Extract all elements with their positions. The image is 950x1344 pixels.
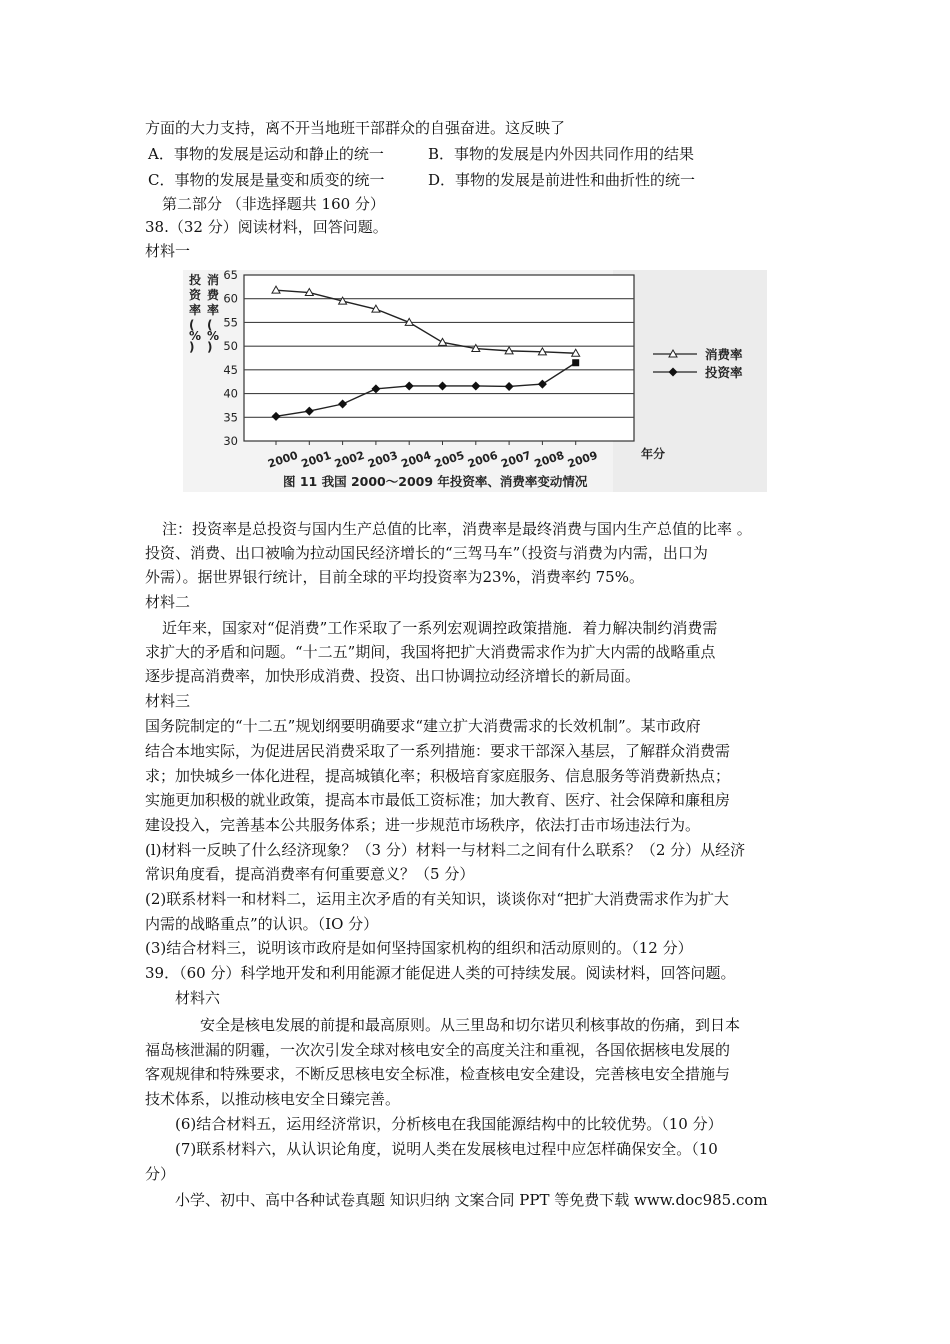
x-tick-label: 2004: [399, 448, 433, 471]
material-2-line-1: 近年来，国家对“促消费”工作采取了一系列宏观调控政策措施．着力解决制约消费需: [162, 619, 718, 637]
material-6-line-2: 福岛核泄漏的阴霾，一次次引发全球对核电安全的高度关注和重视，各国依据核电发展的: [145, 1041, 731, 1059]
left-axis-label: [189, 272, 202, 354]
y-tick-label: 60: [223, 291, 238, 306]
y-tick-label: 50: [223, 339, 238, 354]
y-tick-label: 55: [223, 315, 238, 330]
option-c: C．事物的发展是量变和质变的统一: [148, 171, 385, 189]
material-3-line-1: 国务院制定的“十二五”规划纲要明确要求“建立扩大消费需求的长效机制”。某市政府: [145, 717, 701, 735]
question-39: 39．（60 分）科学地开发和利用能源才能促进人类的可持续发展。阅读材料，回答问题。: [145, 964, 736, 982]
blank-cover: [388, 280, 626, 320]
sub-question-1-cont: 常识角度看，提高消费率有何重要意义？（5 分）: [145, 865, 475, 883]
footer: 小学、初中、高中各种试卷真题 知识归纳 文案合同 PPT 等免费下载 www.doc985.com: [175, 1191, 768, 1209]
x-tick-label: 2002: [332, 448, 367, 471]
sub-question-3: (3)结合材料三，说明该市政府是如何坚持国家机构的组织和活动原则的。（12 分）: [145, 939, 693, 957]
material-3-line-3: 求；加快城乡一体化进程，提高城镇化率；积极培育家庭服务、信息服务等消费新热点；: [145, 767, 731, 785]
x-tick-label: 2008: [532, 448, 566, 471]
line-chart: [183, 270, 767, 492]
material-6-line-3: 客观规律和特殊要求，不断反思核电安全标准，检查核电安全建设，完善核电安全措施与: [145, 1065, 731, 1083]
x-tick-label: 2006: [466, 448, 500, 471]
y-tick-label: 65: [223, 270, 238, 282]
material-1-label: 材料一: [145, 242, 191, 260]
option-a: A．事物的发展是运动和静止的统一: [148, 145, 384, 163]
x-tick-label: 2009: [566, 448, 600, 471]
question-stem-tail: 方面的大力支持，离不开当地班干部群众的自强奋进。这反映了: [145, 119, 566, 137]
option-b: B．事物的发展是内外因共同作用的结果: [428, 145, 695, 163]
legend-label: 消费率: [705, 347, 743, 362]
material-2-line-3: 逐步提高消费率，加快形成消费、投资、出口协调拉动经济增长的新局面。: [145, 667, 641, 685]
chart-right-margin: [613, 270, 767, 492]
material-2-label: 材料二: [145, 593, 191, 611]
note-line-1: 注：投资率是总投资与国内生产总值的比率，消费率是最终消费与国内生产总值的比率 。: [162, 520, 752, 538]
note-line-2: 投资、消费、出口被喻为拉动国民经济增长的“三驾马车”（投资与消费为内需，出口为: [145, 544, 708, 562]
material-3-line-5: 建设投入，完善基本公共服务体系；进一步规范市场秩序，依法打击市场违法行为。: [145, 816, 701, 834]
sub-question-6: (6)结合材料五，运用经济常识，分析核电在我国能源结构中的比较优势。（10 分）: [175, 1115, 723, 1133]
y-tick-label: 45: [223, 362, 238, 377]
material-3-line-4: 实施更加积极的就业政策，提高本市最低工资标准；加大教育、医疗、社会保障和廉租房: [145, 791, 731, 809]
x-tick-label: 2005: [432, 448, 466, 471]
legend-label: 投资率: [705, 365, 743, 380]
material-2-line-2: 求扩大的矛盾和问题。“十二五”期间，我国将把扩大消费需求作为扩大内需的战略重点: [145, 643, 716, 661]
material-6-line-1: 安全是核电发展的前提和最高原则。从三里岛和切尔诺贝利核事故的伤痛，到日本: [200, 1016, 741, 1034]
x-tick-label: 2003: [366, 448, 400, 471]
right-axis-label: [207, 272, 220, 354]
sub-question-2: (2)联系材料一和材料二，运用主次矛盾的有关知识，谈谈你对“把扩大消费需求作为扩大: [145, 890, 729, 908]
sub-question-7-cont: 分）: [145, 1165, 176, 1183]
x-axis-label: 年分: [641, 447, 666, 461]
material-3-label: 材料三: [145, 692, 191, 710]
section-heading: 第二部分 （非选择题共 160 分）: [162, 195, 385, 213]
y-tick-label: 30: [223, 434, 238, 448]
material-3-line-2: 结合本地实际，为促进居民消费采取了一系列措施：要求干部深入基层，了解群众消费需: [145, 742, 731, 760]
material-6-label: 材料六: [175, 989, 221, 1007]
svg-text:投资率(%): 投资率( % ): [189, 273, 202, 354]
material-6-line-4: 技术体系，以推动核电安全日臻完善。: [145, 1090, 401, 1108]
note-line-3: 外需）。据世界银行统计，目前全球的平均投资率为23%，消费率约 75%。: [145, 568, 644, 586]
sub-question-7: (7)联系材料六，从认识论角度，说明人类在发展核电过程中应怎样确保安全。（10: [175, 1140, 718, 1158]
option-d: D．事物的发展是前进性和曲折性的统一: [428, 171, 696, 189]
chart-svg: [183, 270, 767, 492]
question-38: 38.（32 分）阅读材料，回答问题。: [145, 218, 388, 236]
svg-text:消费率(%): 消费率( % ): [207, 273, 220, 354]
x-tick-label: 2000: [266, 448, 300, 471]
investment-point: [572, 359, 579, 366]
sub-question-2-cont: 内需的战略重点”的认识。（IO 分）: [145, 915, 379, 933]
sub-question-1: (l)材料一反映了什么经济现象？（3 分）材料一与材料二之间有什么联系？（2 分）从经济: [145, 841, 746, 859]
x-tick-label: 2001: [299, 448, 333, 471]
y-tick-label: 40: [223, 386, 238, 401]
x-tick-label: 2007: [499, 448, 533, 471]
chart-title: 图 11 我国 2000～2009 年投资率、消费率变动情况: [283, 474, 588, 489]
y-tick-label: 35: [223, 410, 238, 425]
